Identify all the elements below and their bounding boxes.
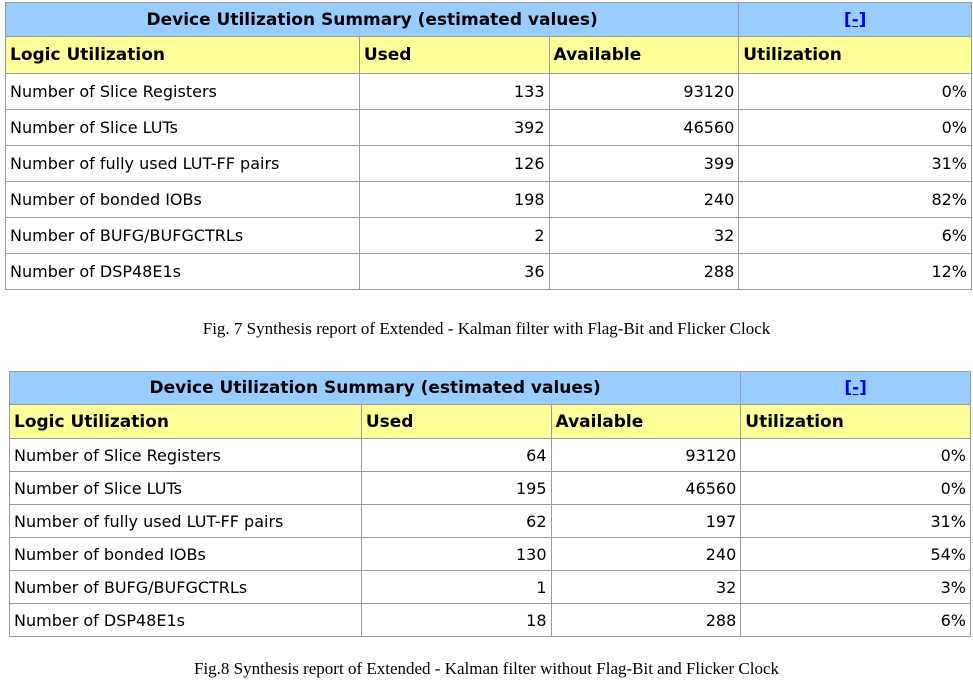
cell-logic: Number of fully used LUT-FF pairs: [6, 146, 360, 182]
cell-logic: Number of Slice LUTs: [10, 472, 362, 505]
table-row: [10, 505, 971, 538]
table-row: [6, 146, 972, 182]
cell-available: 93120: [551, 439, 741, 472]
cell-utilization: 82%: [739, 182, 972, 218]
table-row: [10, 604, 971, 637]
cell-logic: Number of DSP48E1s: [6, 254, 360, 290]
table-row: [6, 218, 972, 254]
cell-utilization: 0%: [739, 110, 972, 146]
cell-available: 46560: [551, 472, 741, 505]
cell-utilization: 0%: [741, 472, 971, 505]
table-header-row: [10, 405, 971, 439]
table-row: [6, 110, 972, 146]
table-header-row: [6, 37, 972, 74]
table-title-row: [6, 3, 972, 37]
cell-logic: Number of Slice LUTs: [6, 110, 360, 146]
cell-available: 240: [549, 182, 739, 218]
cell-available: 288: [551, 604, 741, 637]
table-row: [10, 571, 971, 604]
table-row: [10, 472, 971, 505]
figure-caption-8: Fig.8 Synthesis report of Extended - Kalman filter without Flag-Bit and Flicker Clock: [194, 659, 779, 678]
header-utilization: Utilization: [741, 405, 971, 439]
cell-utilization: 12%: [739, 254, 972, 290]
device-utilization-table-1: [5, 2, 972, 290]
device-utilization-table-2: [9, 371, 971, 637]
table-row: [10, 439, 971, 472]
table-row: [6, 182, 972, 218]
cell-logic: Number of DSP48E1s: [10, 604, 362, 637]
cell-utilization: 6%: [741, 604, 971, 637]
table-row: [6, 74, 972, 110]
cell-used: 392: [359, 110, 549, 146]
cell-utilization: 31%: [739, 146, 972, 182]
cell-utilization: 6%: [739, 218, 972, 254]
header-used: Used: [359, 37, 549, 74]
table-title-row: [10, 372, 971, 405]
figure-caption-7: Fig. 7 Synthesis report of Extended - Kalman filter with Flag-Bit and Flicker Clock: [202, 319, 771, 338]
cell-used: 36: [359, 254, 549, 290]
header-utilization: Utilization: [739, 37, 972, 74]
cell-utilization: 3%: [741, 571, 971, 604]
collapse-toggle-cell: [741, 372, 971, 405]
cell-used: 2: [359, 218, 549, 254]
cell-used: 198: [359, 182, 549, 218]
cell-used: 195: [361, 472, 551, 505]
table-title: Device Utilization Summary (estimated values): [10, 372, 741, 405]
cell-available: 32: [551, 571, 741, 604]
cell-logic: Number of BUFG/BUFGCTRLs: [10, 571, 362, 604]
cell-logic: Number of Slice Registers: [6, 74, 360, 110]
collapse-toggle-link[interactable]: [-]: [843, 9, 867, 30]
header-logic-utilization: Logic Utilization: [6, 37, 360, 74]
cell-used: 18: [361, 604, 551, 637]
table-row: [10, 538, 971, 571]
cell-available: 288: [549, 254, 739, 290]
cell-available: 46560: [549, 110, 739, 146]
cell-logic: Number of BUFG/BUFGCTRLs: [6, 218, 360, 254]
cell-available: 399: [549, 146, 739, 182]
cell-utilization: 0%: [741, 439, 971, 472]
cell-used: 64: [361, 439, 551, 472]
cell-used: 1: [361, 571, 551, 604]
cell-logic: Number of bonded IOBs: [10, 538, 362, 571]
table-title: Device Utilization Summary (estimated values): [6, 3, 739, 37]
cell-logic: Number of fully used LUT-FF pairs: [10, 505, 362, 538]
cell-available: 240: [551, 538, 741, 571]
cell-used: 133: [359, 74, 549, 110]
cell-utilization: 0%: [739, 74, 972, 110]
header-available: Available: [549, 37, 739, 74]
header-available: Available: [551, 405, 741, 439]
cell-available: 93120: [549, 74, 739, 110]
table-row: [6, 254, 972, 290]
cell-used: 130: [361, 538, 551, 571]
cell-available: 32: [549, 218, 739, 254]
cell-utilization: 54%: [741, 538, 971, 571]
cell-used: 126: [359, 146, 549, 182]
header-used: Used: [361, 405, 551, 439]
cell-logic: Number of Slice Registers: [10, 439, 362, 472]
collapse-toggle-cell: [739, 3, 972, 37]
collapse-toggle-link[interactable]: [-]: [844, 378, 867, 398]
cell-available: 197: [551, 505, 741, 538]
cell-utilization: 31%: [741, 505, 971, 538]
header-logic-utilization: Logic Utilization: [10, 405, 362, 439]
cell-used: 62: [361, 505, 551, 538]
cell-logic: Number of bonded IOBs: [6, 182, 360, 218]
